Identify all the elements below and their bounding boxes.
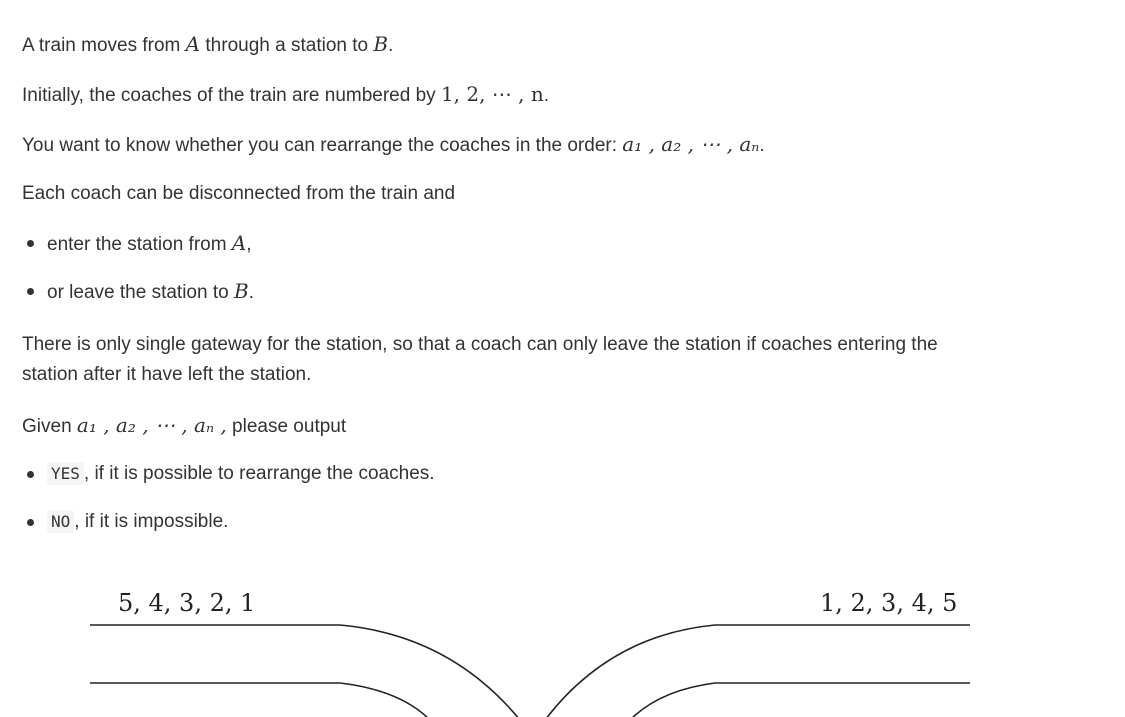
target-order-line	[22, 129, 765, 161]
target-order-pre: You want to know whether you can rearrange the coaches in the order:	[22, 135, 623, 156]
intro-text-pre: A train moves from	[22, 35, 186, 56]
bullet-icon	[27, 519, 34, 526]
intro-text-mid: through a station to	[200, 35, 374, 56]
station-diagram	[0, 575, 1125, 717]
track-b-lower	[630, 683, 970, 717]
bullet-icon	[27, 240, 34, 247]
target-order-post: .	[759, 135, 765, 156]
track-a-upper	[90, 625, 520, 717]
leave-post: .	[248, 282, 254, 303]
track-a-lower	[90, 683, 430, 717]
bullet-icon	[27, 471, 34, 478]
initial-order-pre: Initially, the coaches of the train are numbered by	[22, 85, 441, 106]
intro-line	[22, 29, 393, 61]
initial-order-line	[22, 79, 549, 111]
point-a: A	[185, 32, 201, 56]
intro-text-post: .	[388, 35, 394, 56]
output-intro	[22, 410, 346, 442]
leave-math: B	[233, 279, 249, 303]
right-order-label: 1, 2, 3, 4, 5	[820, 589, 958, 617]
bullet-icon	[27, 288, 34, 295]
left-order-label: 5, 4, 3, 2, 1	[118, 589, 256, 617]
initial-order-post: .	[543, 85, 550, 106]
enter-math: A	[231, 231, 247, 255]
output-intro-pre: Given	[22, 416, 77, 437]
target-order-math: a₁ , a₂ , ⋯ , aₙ	[622, 132, 760, 156]
gateway-rule-line2: station after it have left the station.	[22, 364, 312, 385]
output-intro-math: a₁ , a₂ , ⋯ , aₙ ,	[76, 413, 227, 437]
track-diagram	[0, 575, 1125, 717]
gateway-rule-line1: There is only single gateway for the station, so that a coach can only leave the station if coaches entering the	[22, 334, 938, 355]
leave-text: or leave the station to	[47, 282, 234, 303]
initial-order-math: 1, 2, ⋯ , n	[440, 82, 544, 106]
output-intro-post: please output	[226, 416, 347, 437]
no-code: NO	[47, 510, 74, 533]
yes-text: , if it is possible to rearrange the coaches.	[83, 463, 435, 484]
point-b: B	[373, 32, 389, 56]
track-b-upper	[545, 625, 970, 717]
no-text: , if it is impossible.	[74, 511, 229, 532]
operations-intro: Each coach can be disconnected from the train and	[22, 183, 456, 204]
enter-text: enter the station from	[47, 234, 232, 255]
enter-post: ,	[246, 234, 252, 255]
yes-code: YES	[47, 462, 84, 485]
